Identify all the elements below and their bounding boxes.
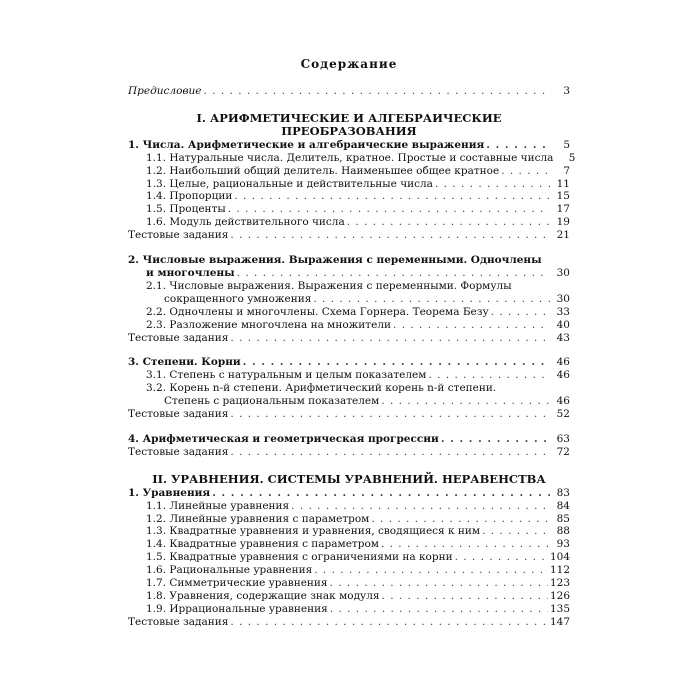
toc-entry-section[interactable]: [128, 203, 570, 216]
entry-label: 1.9. Иррациональные уравнения: [146, 602, 328, 615]
toc-entry-preface[interactable]: [128, 85, 570, 98]
toc-entry-tests[interactable]: [128, 332, 570, 345]
page-title: Содержание: [300, 57, 398, 71]
toc-entry-section[interactable]: [128, 603, 570, 616]
entry-label: Тестовые задания: [128, 615, 229, 628]
dot-leader: [230, 332, 550, 345]
entry-label: и многочлены: [146, 266, 235, 279]
dot-leader: [382, 590, 548, 603]
entry-label: 1.1. Натуральные числа. Делитель, кратное. Простые и составные числа: [146, 151, 554, 164]
toc-entry-section[interactable]: [128, 165, 570, 178]
dot-leader: [230, 616, 548, 629]
dot-leader: [435, 178, 550, 191]
toc-entry-section[interactable]: [128, 564, 570, 577]
page-number: 72: [556, 445, 570, 458]
toc-entry-tests[interactable]: [128, 229, 570, 242]
page-number: 3: [563, 84, 570, 97]
toc-entry-section[interactable]: [128, 151, 576, 165]
dot-leader: [230, 229, 550, 242]
entry-label: 2.1. Числовые выражения. Выражения с переменными. Формулы: [146, 279, 512, 292]
page-number: 46: [556, 369, 570, 382]
page-number: 21: [556, 229, 570, 242]
dot-leader: [212, 487, 550, 500]
entry-label: 3.2. Корень n-й степени. Арифметический корень n-й степени.: [146, 382, 497, 395]
dot-leader: [234, 190, 550, 203]
entry-label: 1.4. Квадратные уравнения с параметром: [146, 538, 379, 551]
page-number: 7: [563, 164, 570, 177]
toc-entry-chapter[interactable]: [128, 433, 570, 446]
toc-entry-chapter[interactable]: [128, 487, 570, 500]
page-number: 33: [556, 305, 570, 318]
page-number: 93: [556, 538, 570, 551]
entry-label: 1.6. Модуль действительного числа: [146, 216, 345, 229]
toc-entry-section[interactable]: [128, 190, 570, 203]
toc-entry-section[interactable]: [128, 525, 570, 538]
entry-label: 1.6. Рациональные уравнения: [146, 564, 313, 577]
dot-leader: [230, 446, 550, 459]
dot-leader: [330, 603, 548, 616]
dot-leader: [230, 408, 550, 421]
page-number: 83: [556, 486, 570, 499]
dot-leader: [330, 577, 548, 590]
entry-label: 1.4. Пропорции: [146, 190, 233, 203]
entry-label: 1. Числа. Арифметические и алгебраические выражения: [128, 138, 485, 151]
page-number: 5: [563, 138, 570, 151]
dot-leader: [501, 165, 550, 178]
entry-label: сокращенного умножения: [164, 292, 312, 305]
dot-leader: [428, 369, 550, 382]
toc-entry-section[interactable]: [128, 500, 570, 513]
entry-label: 1.3. Квадратные уравнения и уравнения, сводящиеся к ним: [146, 525, 481, 538]
entry-label: 4. Арифметическая и геометрическая прогрессии: [128, 432, 439, 445]
entry-label: 1.1. Линейные уравнения: [146, 499, 290, 512]
dot-leader: [291, 500, 550, 513]
toc-entry-section[interactable]: [128, 590, 570, 603]
page-number: 19: [556, 216, 570, 229]
dot-leader: [441, 433, 550, 446]
dot-leader: [482, 525, 550, 538]
entry-label: 1.7. Симметрические уравнения: [146, 577, 328, 590]
entry-label: 1.8. Уравнения, содержащие знак модуля: [146, 590, 380, 602]
page-number: 46: [556, 395, 570, 408]
dot-leader: [371, 513, 550, 526]
toc-entry-section[interactable]: [128, 280, 570, 306]
toc-entry-section[interactable]: [128, 513, 570, 526]
toc-entry-chapter[interactable]: [128, 356, 570, 369]
part-heading-1: [128, 112, 570, 138]
dot-leader: [204, 85, 551, 98]
page-number: 126: [549, 590, 570, 602]
entry-label: Предисловие: [128, 84, 202, 97]
page-number: 11: [556, 177, 570, 190]
entry-label: Тестовые задания: [128, 331, 229, 344]
part-heading-2: II. УРАВНЕНИЯ. СИСТЕМЫ УРАВНЕНИЙ. НЕРАВЕНСТВА: [152, 471, 546, 486]
toc-entry-section[interactable]: [128, 551, 570, 564]
page-number: 147: [549, 615, 570, 628]
entry-label: 1.5. Проценты: [146, 203, 226, 216]
dot-leader: [486, 139, 550, 152]
page-number: 104: [549, 551, 570, 564]
dot-leader: [393, 319, 550, 332]
page-number: 123: [549, 577, 570, 590]
entry-label: 1.3. Целые, рациональные и действительные числа: [146, 177, 433, 190]
page-number: 46: [556, 356, 570, 369]
page-number: 112: [549, 564, 570, 577]
toc-entry-section[interactable]: [128, 216, 570, 229]
dot-leader: [381, 538, 550, 551]
entry-label: 3.1. Степень с натуральным и целым показателем: [146, 369, 427, 382]
page-number: 88: [556, 525, 570, 538]
toc-entry-tests[interactable]: [128, 408, 570, 421]
page-number: 85: [556, 512, 570, 525]
toc-entry-section[interactable]: [128, 382, 570, 408]
entry-label: Тестовые задания: [128, 445, 229, 458]
entry-label: 1.2. Наибольший общий делитель. Наименьшее общее кратное: [146, 164, 500, 177]
page-number: 43: [556, 331, 570, 344]
toc-entry-section[interactable]: [128, 538, 570, 551]
dot-leader: [228, 203, 550, 216]
dot-leader: [237, 267, 550, 280]
page-number: 17: [556, 203, 570, 216]
page-number: 5: [568, 151, 576, 164]
page-number: 30: [556, 266, 570, 279]
page-number: 52: [556, 408, 570, 421]
page-number: 40: [556, 318, 570, 331]
page-number: 15: [556, 190, 570, 203]
part-heading-line: I. АРИФМЕТИЧЕСКИЕ И АЛГЕБРАИЧЕСКИЕ: [196, 110, 502, 125]
entry-label: Степень с рациональным показателем: [164, 395, 380, 408]
entry-label: 1.5. Квадратные уравнения с ограничениями на корни: [146, 551, 453, 564]
toc-entry-section[interactable]: [128, 319, 570, 332]
toc-entry-section[interactable]: [128, 306, 570, 319]
entry-label: Тестовые задания: [128, 229, 229, 242]
dot-leader: [381, 395, 550, 408]
page-number: 135: [549, 602, 570, 615]
page-number: 30: [556, 292, 570, 305]
part-heading-line: ПРЕОБРАЗОВАНИЯ: [281, 123, 417, 138]
dot-leader: [455, 551, 548, 564]
entry-label: 2.3. Разложение многочлена на множители: [146, 318, 392, 331]
toc-entry-section[interactable]: [128, 369, 570, 382]
entry-label: 1.2. Линейные уравнения с параметром: [146, 512, 370, 525]
entry-label: 3. Степени. Корни: [128, 356, 241, 369]
toc-entry-chapter[interactable]: [128, 139, 570, 152]
page-number: 84: [556, 499, 570, 512]
toc-entry-chapter[interactable]: [128, 254, 570, 280]
dot-leader: [347, 216, 550, 229]
page-number: 63: [556, 432, 570, 445]
entry-label: Тестовые задания: [128, 408, 229, 421]
dot-leader: [313, 293, 550, 306]
dot-leader: [314, 564, 548, 577]
dot-leader: [243, 356, 550, 369]
entry-label: 1. Уравнения: [128, 486, 211, 499]
toc-entry-section[interactable]: [128, 577, 570, 590]
toc-entry-section[interactable]: [128, 178, 570, 191]
table-of-contents: [128, 57, 576, 629]
entry-label: 2. Числовые выражения. Выражения с переменными. Одночлены: [128, 254, 542, 267]
toc-entry-tests[interactable]: [128, 616, 570, 629]
toc-entry-tests[interactable]: [128, 446, 570, 459]
entry-label: 2.2. Одночлены и многочлены. Схема Горнера. Теорема Безу: [146, 305, 489, 318]
dot-leader: [491, 306, 550, 319]
